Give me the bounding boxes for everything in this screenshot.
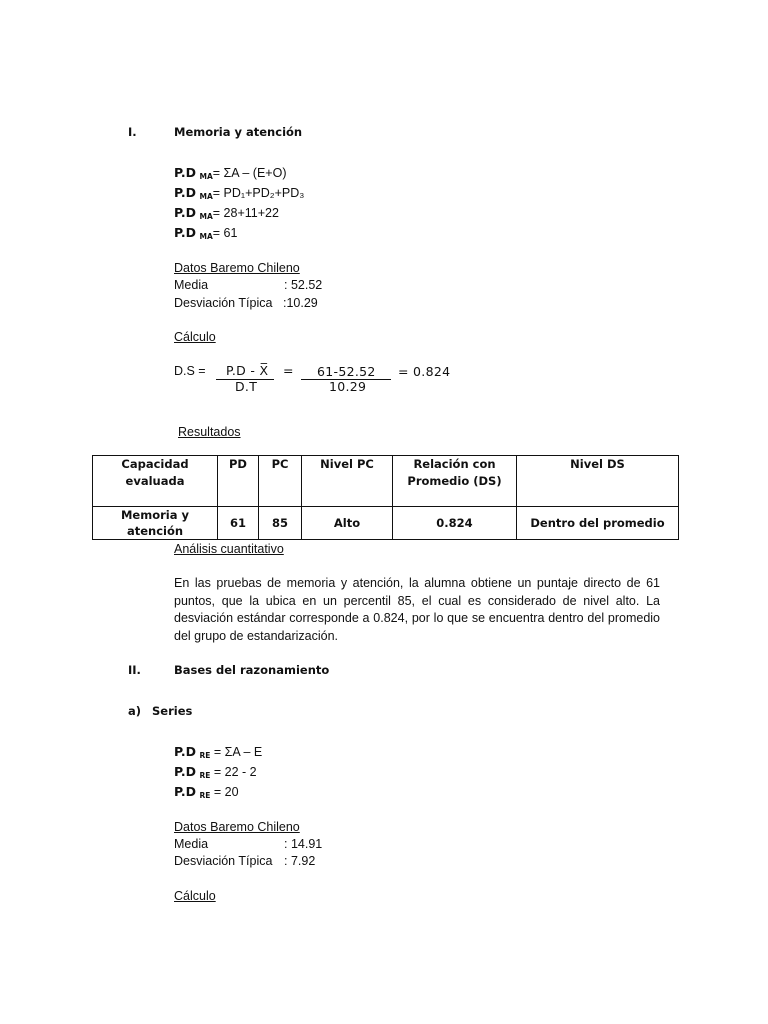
formula-line-re-3 xyxy=(174,783,239,801)
formula-subscript: RE xyxy=(199,771,211,780)
fraction2-denominator: 10.29 xyxy=(329,379,367,394)
table-cell: 61 xyxy=(218,507,259,540)
formula-line-3 xyxy=(174,204,279,222)
formula-line-4 xyxy=(174,224,237,242)
table-header-cell: Relación con Promedio (DS) xyxy=(393,456,517,507)
formula-expression: = ΣA – E xyxy=(213,745,263,759)
calculo-title-2: Cálculo xyxy=(174,889,216,903)
analisis-title: Análisis cuantitativo xyxy=(174,542,284,556)
desv-value-2: : 7.92 xyxy=(284,854,316,868)
formula-label: P.D xyxy=(174,165,196,180)
calculo-title: Cálculo xyxy=(174,330,216,344)
formula-label: P.D xyxy=(174,205,196,220)
formula-expression: = 61 xyxy=(212,226,238,240)
table-header-cell: Capacidad evaluada xyxy=(93,456,218,507)
formula-subscript: MA xyxy=(199,212,213,221)
formula-line-re-1 xyxy=(174,743,262,761)
formula-label: P.D xyxy=(174,764,196,779)
media-label-2: Media xyxy=(174,837,209,851)
formula-subscript: RE xyxy=(199,791,211,800)
table-cell: Memoria y atención xyxy=(93,507,218,540)
baremo-title: Datos Baremo Chileno xyxy=(174,261,300,275)
formula-label: P.D xyxy=(174,784,196,799)
section2-numeral: II. xyxy=(128,663,141,677)
analisis-paragraph: En las pruebas de memoria y atención, la alumna obtiene un puntaje directo de 61 puntos, que la ubica en un percentil 85, el cual es considerado de nivel alto. La desviación estándar corresponde a 0.824, por lo que se encuentra dentro del promedio del grupo de estandarización. xyxy=(174,576,660,643)
formula-line-2 xyxy=(174,184,304,202)
formula-label: P.D xyxy=(174,744,196,759)
ds-result: = 0.824 xyxy=(398,364,451,379)
table-header-row xyxy=(93,456,679,507)
formula-expression: = ΣA – (E+O) xyxy=(212,166,287,180)
table-cell: Dentro del promedio xyxy=(517,507,679,540)
table-header-cell: PC xyxy=(259,456,302,507)
desv-label-2: Desviación Típica xyxy=(174,854,273,868)
media-value-2: : 14.91 xyxy=(284,837,323,851)
table-header-cell: PD xyxy=(218,456,259,507)
desv-value: :10.29 xyxy=(283,296,318,310)
formula-subscript: MA xyxy=(199,232,213,241)
table-header-cell: Nivel PC xyxy=(302,456,393,507)
baremo-title-2: Datos Baremo Chileno xyxy=(174,820,300,834)
fraction1-numerator: P.D - X̅ xyxy=(226,363,269,378)
media-label: Media xyxy=(174,278,209,292)
formula-line-1 xyxy=(174,164,287,182)
formula-subscript: MA xyxy=(199,192,213,201)
media-value: : 52.52 xyxy=(284,278,323,292)
formula-label: P.D xyxy=(174,225,196,240)
section1-title: Memoria y atención xyxy=(174,125,303,139)
section1-numeral: I. xyxy=(128,125,137,139)
section2-title: Bases del razonamiento xyxy=(174,663,330,677)
formula-expression: = 28+11+22 xyxy=(212,206,279,220)
fraction2-numerator: 61-52.52 xyxy=(317,364,376,379)
results-table xyxy=(92,455,679,540)
desv-label: Desviación Típica xyxy=(174,296,273,310)
fraction1-denominator: D.T xyxy=(235,379,258,394)
table-header-cell: Nivel DS xyxy=(517,456,679,507)
formula-expression: = 20 xyxy=(213,785,239,799)
formula-expression: = 22 - 2 xyxy=(213,765,257,779)
formula-subscript: RE xyxy=(199,751,211,760)
table-cell: Alto xyxy=(302,507,393,540)
equals-sign: = xyxy=(283,363,294,378)
formula-line-re-2 xyxy=(174,763,257,781)
table-row xyxy=(93,507,679,540)
formula-label: P.D xyxy=(174,185,196,200)
ds-label xyxy=(174,363,206,380)
subsection-label: a) xyxy=(128,704,142,718)
ds-label-text: D.S = xyxy=(174,364,206,378)
subsection-title: Series xyxy=(152,704,193,718)
resultados-title: Resultados xyxy=(178,425,241,439)
formula-subscript: MA xyxy=(199,172,213,181)
table-cell: 85 xyxy=(259,507,302,540)
table-cell: 0.824 xyxy=(393,507,517,540)
formula-expression: = PD₁+PD₂+PD₃ xyxy=(212,186,305,200)
